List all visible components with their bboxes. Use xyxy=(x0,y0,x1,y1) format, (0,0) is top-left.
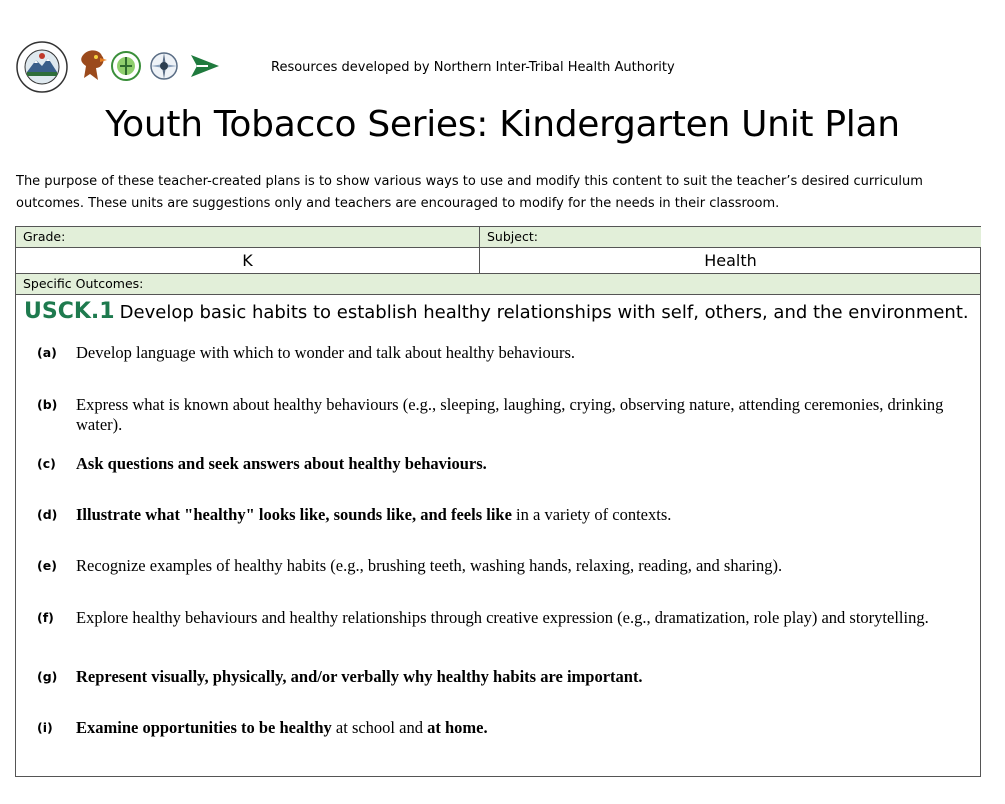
item-text xyxy=(76,454,961,474)
outcome-text: Develop basic habits to establish healthy relationships with self, others, and the environment. xyxy=(119,302,969,323)
subject-value: Health xyxy=(704,251,757,270)
nitha-logo-icon xyxy=(14,40,70,94)
item-letter: (i) xyxy=(37,720,53,735)
item-text-part: in a variety of contexts. xyxy=(511,505,672,524)
item-letter: (d) xyxy=(37,507,58,522)
row-divider xyxy=(16,294,980,295)
feather-circle-logo-icon xyxy=(148,50,180,82)
outcomes-label: Specific Outcomes: xyxy=(16,274,980,294)
item-text-part: at school and xyxy=(331,718,428,737)
item-text xyxy=(76,343,961,363)
item-text-part: Examine opportunities to be healthy xyxy=(76,718,332,737)
grade-value: K xyxy=(242,251,253,270)
item-text-part: Explore healthy behaviours and healthy relationships through creative expression (e.g., dramatization, role play) and storytelling. xyxy=(76,608,929,627)
column-divider xyxy=(479,227,480,273)
intro-paragraph: The purpose of these teacher-created plans is to show various ways to use and modify this content to suit the teacher’s desired curriculum outcomes. These units are suggestions only and teachers are encouraged to modify for the needs in their classroom. xyxy=(16,174,923,211)
item-letter: (f) xyxy=(37,610,54,625)
item-text-part: Ask questions and seek answers about healthy behaviours. xyxy=(76,454,487,473)
item-text-part: Develop language with which to wonder and talk about healthy behaviours. xyxy=(76,343,575,362)
subject-label: Subject: xyxy=(480,227,981,247)
item-text-part: Illustrate what "healthy" looks like, sounds like, and feels like xyxy=(76,505,512,524)
item-text xyxy=(76,556,961,576)
item-text-part: Recognize examples of healthy habits (e.g., brushing teeth, washing hands, relaxing, reading, and sharing). xyxy=(76,556,783,575)
item-text-part: Represent visually, physically, and/or verbally why healthy habits are important. xyxy=(76,667,643,686)
partner-logos xyxy=(14,40,224,94)
outcome-heading xyxy=(24,299,969,324)
item-letter: (a) xyxy=(37,345,57,360)
arrow-logo-icon xyxy=(188,52,222,80)
item-letter: (e) xyxy=(37,558,57,573)
item-text-part: Express what is known about healthy behaviours (e.g., sleeping, laughing, crying, observing nature, attending ceremonies, drinking water). xyxy=(76,395,944,434)
green-emblem-logo-icon xyxy=(110,48,142,84)
item-text-part: at home. xyxy=(427,718,488,737)
item-text xyxy=(76,667,961,687)
bird-logo-icon xyxy=(78,48,108,82)
org-line: Resources developed by Northern Inter-Tribal Health Authority xyxy=(271,60,675,75)
item-text xyxy=(76,505,961,525)
outcome-code: USCK.1 xyxy=(24,299,115,324)
item-text xyxy=(76,395,961,435)
item-text xyxy=(76,718,961,738)
grade-label: Grade: xyxy=(16,227,479,247)
item-letter: (c) xyxy=(37,456,56,471)
item-letter: (g) xyxy=(37,669,58,684)
item-text xyxy=(76,608,961,628)
page-title: Youth Tobacco Series: Kindergarten Unit Plan xyxy=(105,104,900,145)
item-letter: (b) xyxy=(37,397,58,412)
